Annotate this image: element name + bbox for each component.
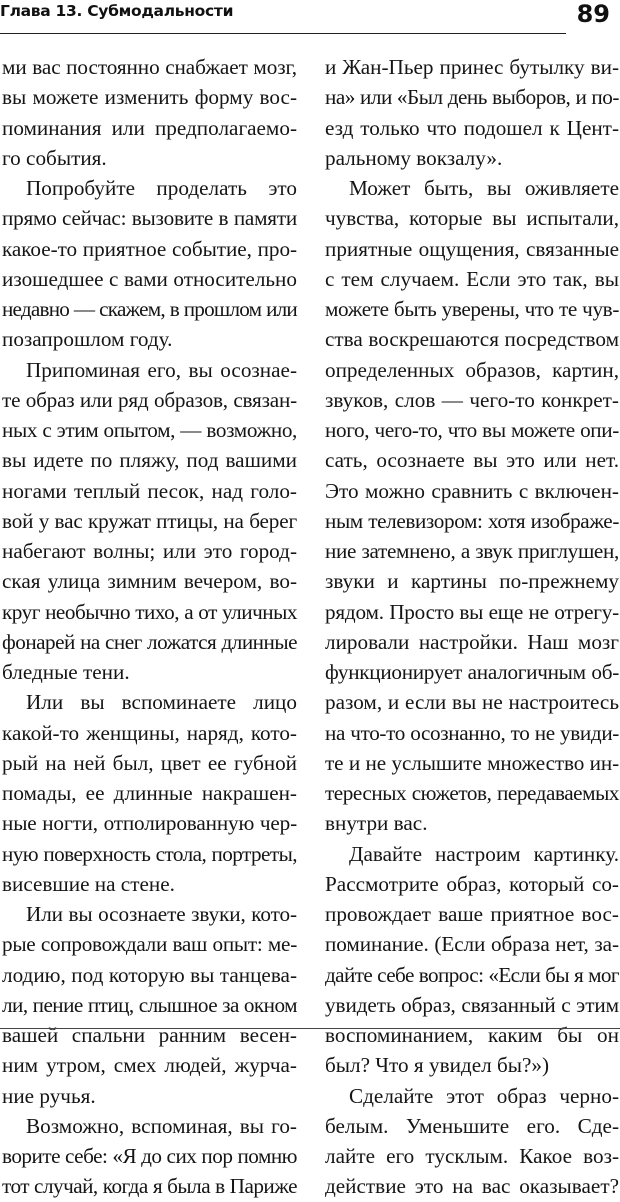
text-line: ные ногти, отполированную чер- — [2, 811, 297, 836]
text-line: рый на ней был, цвет ее губной — [2, 750, 297, 775]
text-line: Это можно сравнить с включен- — [325, 478, 619, 503]
text-line: функционирует аналогичным об- — [325, 660, 619, 684]
text-line: ную поверхность стола, портреты, — [2, 841, 297, 866]
text-line: с тем случаем. Если это так, вы — [325, 266, 619, 291]
text-line: внутри вас. — [325, 811, 428, 836]
text-line: вой у вас кружат птицы, на берег — [2, 508, 297, 533]
text-line: Может быть, вы оживляете — [349, 176, 619, 200]
page-number: 89 — [576, 0, 610, 28]
text-line: позапрошлом году. — [2, 327, 173, 352]
text-line: Давайте настроим картинку. — [349, 841, 619, 866]
text-line: ства воскрешаются посредством — [325, 327, 619, 352]
text-line: вашей спальни ранним весен- — [2, 1023, 297, 1047]
text-line: какой-то женщины, наряд, кото- — [2, 720, 297, 745]
text-line: ного, чего-то, что вы можете опи- — [325, 418, 619, 442]
text-line: ногами теплый песок, над голо- — [2, 478, 297, 503]
text-line: ним утром, смех людей, журча- — [2, 1053, 297, 1078]
text-line: Сделайте этот образ черно- — [349, 1083, 619, 1108]
text-line: помады, ее длинные накрашен- — [2, 781, 297, 805]
text-line: белым. Уменьшите его. Сде- — [325, 1113, 619, 1138]
text-line: разом, и если вы не настроитесь — [325, 690, 619, 715]
text-line: ли, пение птиц, слышное за окном — [2, 992, 297, 1017]
text-line: ская улица зимним вечером, во- — [2, 569, 297, 594]
text-line: лодию, под которую вы танцева- — [2, 962, 297, 987]
text-line: ральному вокзалу». — [325, 145, 503, 170]
text-line: и Жан-Пьер принес бутылку ви- — [325, 55, 619, 79]
text-line: Попробуйте проделать это — [26, 176, 297, 200]
text-line: действие это на вас оказывает? — [325, 1174, 619, 1199]
text-line: какое-то приятное событие, про- — [2, 236, 297, 261]
text-line: лайте его тусклым. Какое воз- — [325, 1144, 619, 1168]
running-head: Глава 13. Субмодальности — [0, 2, 234, 20]
text-line: круг необычно тихо, а от уличных — [2, 599, 297, 624]
text-line: сать, осознаете вы это или нет. — [325, 448, 619, 473]
text-line: го события. — [2, 145, 107, 170]
text-line: приятные ощущения, связанные — [325, 236, 619, 261]
text-line: прямо сейчас: вызовите в памяти — [2, 206, 297, 231]
text-line: ных с этим опытом, — возможно, — [2, 418, 297, 442]
text-line: увидеть образ, связанный с этим — [325, 992, 619, 1017]
text-line: звуков, слов — чего-то конкрет- — [325, 387, 619, 412]
text-line: провождает ваше приятное вос- — [325, 902, 619, 926]
text-line: ворите себе: «Я до сих пор помню — [2, 1144, 297, 1168]
text-line: на что-то осознанно, то не увиди- — [325, 720, 619, 745]
text-line: те образ или ряд образов, связан- — [2, 387, 297, 412]
text-line: Припоминая его, вы осознае- — [26, 357, 297, 382]
text-line: Или вы осознаете звуки, кото- — [26, 902, 297, 926]
text-line: определенных образов, картин, — [325, 357, 619, 382]
text-line: недавно — скажем, в прошлом или — [2, 297, 297, 321]
text-line: был? Что я увидел бы?») — [325, 1053, 550, 1078]
text-line: рядом. Просто вы еще не отрегу- — [325, 599, 619, 624]
text-line: тересных сюжетов, передаваемых — [325, 781, 619, 805]
text-line: те и не услышите множество ин- — [325, 750, 619, 775]
text-line: Возможно, вспоминая, вы го- — [26, 1113, 297, 1138]
text-line: рые сопровождали ваш опыт: ме- — [2, 932, 297, 957]
text-line: можете быть уверены, что те чув- — [325, 297, 619, 321]
text-line: ние ручья. — [2, 1083, 96, 1108]
text-line: изошедшее с вами относительно — [2, 266, 297, 291]
text-line: езд только что подошел к Цент- — [325, 115, 619, 140]
text-line: лировали настройки. Наш мозг — [325, 629, 619, 654]
text-line: фонарей на снег ложатся длинные — [2, 629, 297, 654]
text-line: звуки и картины по-прежнему — [325, 569, 619, 594]
text-line: висевшие на стене. — [2, 871, 175, 896]
text-line: воспоминанием, каким бы он — [325, 1023, 619, 1047]
text-line: ным телевизором: хотя изображе- — [325, 508, 619, 533]
text-line: ми вас постоянно снабжает мозг, — [2, 55, 297, 79]
text-line: бледные тени. — [2, 660, 130, 684]
text-line: Рассмотрите образ, который со- — [325, 871, 619, 896]
text-line: чувства, которые вы испытали, — [325, 206, 619, 231]
left-text-column — [2, 52, 297, 1202]
text-line: Или вы вспоминаете лицо — [26, 690, 297, 715]
footer-rule — [0, 1028, 620, 1029]
right-text-column — [325, 52, 619, 1202]
text-line: на» или «Был день выборов, и по- — [325, 85, 619, 110]
text-line: вы можете изменить форму вос- — [2, 85, 297, 110]
text-line: набегают волны; или это город- — [2, 539, 297, 563]
text-line: тот случай, когда я была в Париже — [2, 1174, 297, 1199]
header-rule — [0, 33, 566, 34]
text-line: ние затемнено, а звук приглушен, — [325, 539, 619, 563]
text-line: вы идете по пляжу, под вашими — [2, 448, 297, 473]
text-line: поминания или предполагаемо- — [2, 115, 297, 140]
text-line: поминание. (Если образа нет, за- — [325, 932, 619, 957]
text-line: дайте себе вопрос: «Если бы я мог — [325, 962, 619, 987]
